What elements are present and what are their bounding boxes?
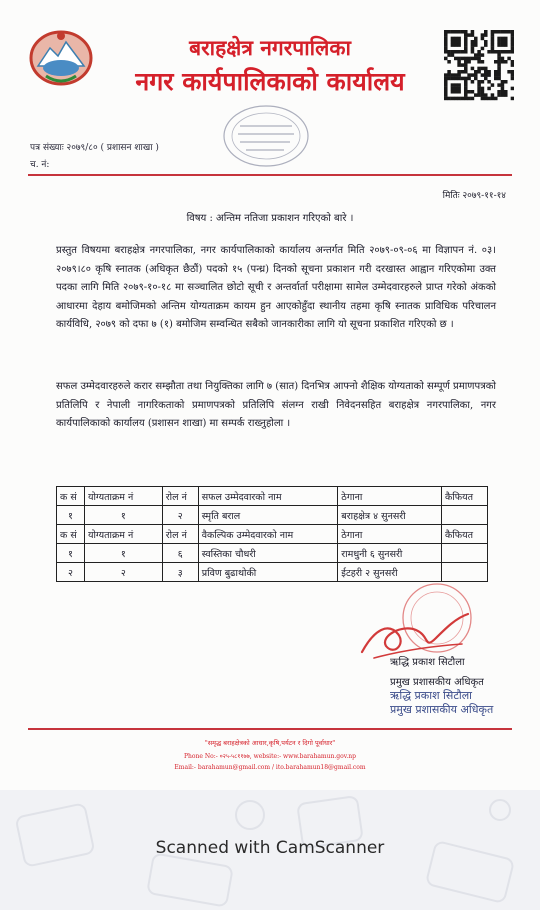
letter-subject: विषय : अन्तिम नतिजा प्रकाशन गरिएको बारे । [186, 213, 354, 224]
footer-slogan: "समृद्ध बराहक्षेत्रको आधार,कृषि,पर्यटन र दिगो पूर्वाधार" [204, 739, 336, 747]
header-divider [28, 174, 512, 176]
col-serial: क सं [57, 487, 85, 506]
cell-roll: ३ [162, 563, 198, 582]
office-stamp-icon [218, 102, 314, 170]
results-table [56, 486, 488, 582]
alternate-header-row [57, 525, 488, 544]
footer-phone: Phone No:- ०२५-५८११७७, website:- www.barahamun.gov.np [184, 753, 356, 760]
cell-remarks [442, 544, 488, 563]
body-paragraph-1: प्रस्तुत विषयमा बराहक्षेत्र नगरपालिका, नगर कार्यपालिकाको कार्यालय अन्तर्गत मिति २०७९-०९-०६ मा विज्ञापन नं. ०३।२०७९।८० कृषि स्नातक (अधिकृत छैठौं) पदको १५ (पन्ध्र) दिनको सूचना प्रकाशन गरी दरखास्त आह्वान गरिएकोमा उक्त पदका लागि मिति २०७९-१०-१८ मा सञ्चालित छोटो सूची र अन्तर्वार्ता परीक्षामा सामेल उम्मेदवारहरुले प्राप्त गरेको अंकको आधारमा देहाय बमोजिमको अन्तिम योग्यताक्रम कायम हुन आएकोहुँदा स्थानीय तहमा कृषि स्नातक प्राविधिक परिचालन कार्यविधि, २०७९ को दफा ७ (१) बमोजिम सम्वन्धित सबैको जानकारीका लागि यो सूचना प्रकाशित गरिएको छ । [56, 245, 496, 330]
qr-code-icon [444, 30, 514, 104]
cell-name: स्वस्तिका चौधरी [198, 544, 338, 563]
cell-serial: १ [57, 506, 85, 525]
cell-name: स्मृति बराल [198, 506, 338, 525]
col-merit: योग्यताक्रम नं [84, 525, 162, 544]
dispatch-number: च. नं: [30, 160, 50, 170]
stamp-name: ऋद्धि प्रकाश सिटौला [390, 689, 473, 702]
col-roll: रोल नं [162, 525, 198, 544]
table-row [57, 506, 488, 525]
stamp-title: प्रमुख प्रशासकीय अधिकृत [390, 703, 494, 716]
col-merit: योग्यताक्रम नं [84, 487, 162, 506]
signatory-title: प्रमुख प्रशासकीय अधिकृत [390, 677, 484, 688]
cell-merit: १ [84, 544, 162, 563]
signatory-name: ऋद्धि प्रकाश सिटौला [390, 657, 465, 668]
col-address: ठेगाना [338, 487, 442, 506]
success-header-row [57, 487, 488, 506]
cell-address: रामधुनी ६ सुनसरी [338, 544, 442, 563]
cell-roll: ६ [162, 544, 198, 563]
scanner-label: Scanned with CamScanner [155, 838, 385, 858]
col-serial: क सं [57, 525, 85, 544]
cell-merit: २ [84, 563, 162, 582]
footer-divider [28, 728, 512, 730]
col-roll: रोल नं [162, 487, 198, 506]
cell-address: बराहक्षेत्र ४ सुनसरी [338, 506, 442, 525]
cell-roll: २ [162, 506, 198, 525]
office-name: नगर कार्यपालिकाको कार्यालय [135, 67, 405, 96]
municipality-name: बराहक्षेत्र नगरपालिका [189, 35, 351, 60]
col-address: ठेगाना [338, 525, 442, 544]
cell-address: ईटहरी २ सुनसरी [338, 563, 442, 582]
col-remarks: कैफियत [442, 487, 488, 506]
scanner-watermark-banner [0, 790, 540, 910]
table-row [57, 544, 488, 563]
cell-serial: २ [57, 563, 85, 582]
cell-name: प्रविण बुढाथोकी [198, 563, 338, 582]
col-remarks: कैफियत [442, 525, 488, 544]
col-name: वैकल्पिक उम्मेदवारको नाम [198, 525, 338, 544]
col-name: सफल उम्मेदवारको नाम [198, 487, 338, 506]
cell-merit: १ [84, 506, 162, 525]
letter-date: मितिः २०७९-११-१४ [442, 191, 506, 201]
cell-remarks [442, 506, 488, 525]
footer-email: Email:- barahamun@gmail.com / ito.barahamun18@gmail.com [174, 764, 366, 771]
reference-number: पत्र संख्याः २०७९/८० ( प्रशासन शाखा ) [30, 143, 159, 153]
cell-serial: १ [57, 544, 85, 563]
body-paragraph-2: सफल उम्मेदवारहरुले करार सम्झौता तथा नियुक्तिका लागि ७ (सात) दिनभित्र आफ्नो शैक्षिक योग्यताको सम्पूर्ण प्रमाणपत्रको प्रतिलिपि र नेपाली नागरिकताको प्रमाणपत्रको प्रतिलिपि संलग्न राखी निवेदनसहित बराहक्षेत्र नगरपालिका, नगर कार्यपालिकाको कार्यालय (प्रशासन शाखा) मा सम्पर्क राख्नुहोला । [56, 381, 496, 429]
